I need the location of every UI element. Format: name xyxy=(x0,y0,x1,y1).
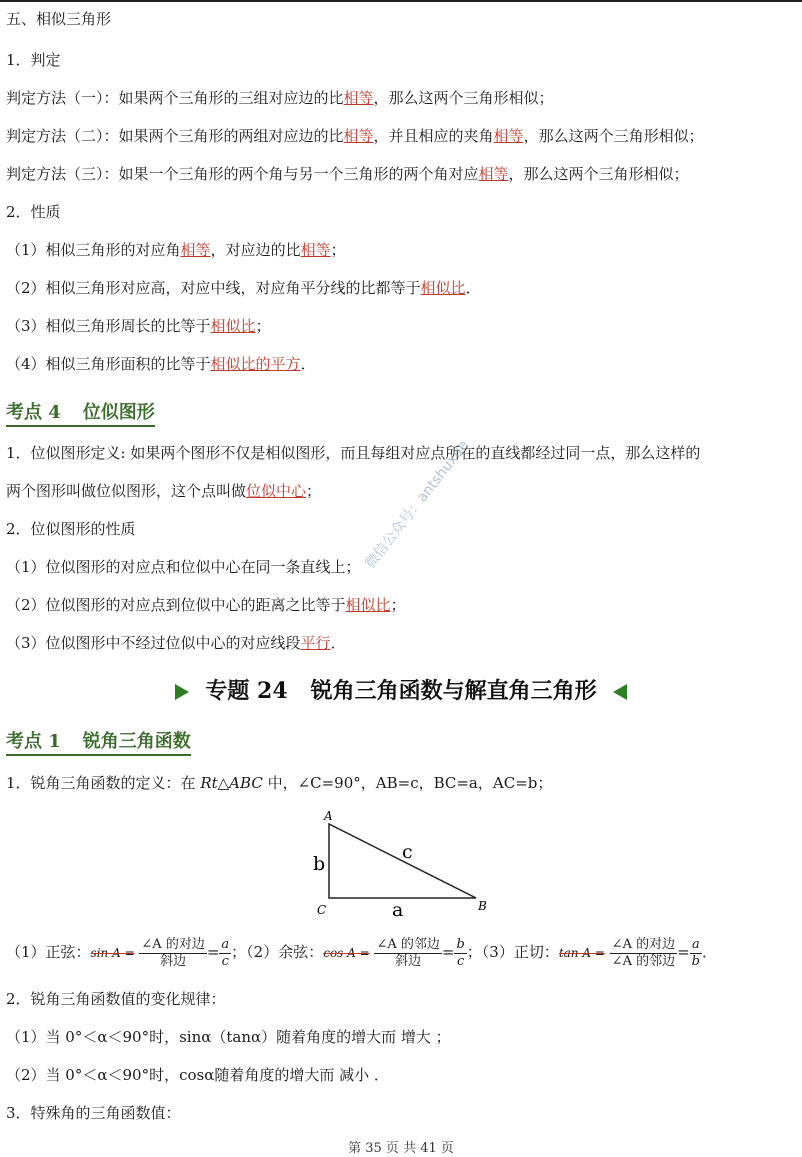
answer-blank: 位似中心 xyxy=(246,482,307,500)
judge-method-1: 判定方法（一）：如果两个三角形的三组对应边的比相等，那么这两个三角形相似； xyxy=(6,89,554,107)
section-title: 五、相似三角形 xyxy=(6,10,112,28)
homothety-property-2: （2）位似图形的对应点到位似中心的距离之比等于相似比； xyxy=(6,596,406,614)
answer-blank: 相等 xyxy=(493,127,524,145)
answer-blank: 相似比 xyxy=(420,279,466,297)
property-2: （2）相似三角形对应高，对应中线，对应角平分线的比都等于相似比． xyxy=(6,279,481,297)
answer-blank: 相等 xyxy=(343,89,374,107)
homothety-property-heading: 2．位似图形的性质 xyxy=(6,520,136,538)
answer-blank: 平行 xyxy=(300,634,331,652)
vertex-c-label: C xyxy=(317,903,327,917)
special-angles-heading: 3．特殊角的三角函数值： xyxy=(6,1104,181,1122)
homothety-property-1: （1）位似图形的对应点和位似中心在同一条直线上； xyxy=(6,558,361,576)
judge-method-3: 判定方法（三）：如果一个三角形的两个角与另一个三角形的两个角对应相等，那么这两个三角形相似； xyxy=(6,165,689,183)
arrow-left-icon xyxy=(613,684,627,700)
variation-rule-1: （1）当 0°＜α＜90°时，sinα（tanα）随着角度的增大而 增大 ； xyxy=(6,1028,451,1046)
kaodian-1-heading: 考点 1 锐角三角函数 xyxy=(6,727,191,756)
homothety-definition-line1: 1．位似图形定义: 如果两个图形不仅是相似图形，而且每组对应点所在的直线都经过同一点，那么这样的 xyxy=(6,444,701,462)
trig-formulas: （1）正弦：sin A = $\frac{\text{∠A 的对边}}{\text{斜边}}$ = $\frac{a}{c}$ ；（2）余弦：cos A = $\frac{\text{∠A 的邻边}}{\text{斜边}}$ = $\frac{b}{c}$ ；（3）正切：tan A = $\frac{\text{∠A 的对边}}{\text{∠A 的邻边}}$ = $\frac{a}{b}$ ． xyxy=(6,936,718,969)
homothety-property-3: （3）位似图形中不经过位似中心的对应线段平行． xyxy=(6,634,346,652)
variation-rule-2: （2）当 0°＜α＜90°时，cosα随着角度的增大而 减小 ． xyxy=(6,1066,389,1084)
side-b-label: b xyxy=(313,853,326,875)
answer-blank: 相等 xyxy=(300,241,331,259)
page-footer: 第 35 页 共 41 页 xyxy=(348,1141,454,1156)
watermark: 微信公众号：antshuxue xyxy=(362,437,473,572)
cosine-fraction: $\frac{\text{∠A 的邻边}}{\text{斜边}}$ xyxy=(376,936,440,969)
trig-definition: 1．锐角三角函数的定义：在 Rt△ABC 中，∠C=90°，AB=c，BC=a，AC=b； xyxy=(6,774,553,792)
property-1: （1）相似三角形的对应角相等，对应边的比相等； xyxy=(6,241,346,259)
vertex-a-label: A xyxy=(324,809,333,823)
judge-heading: 1．判定 xyxy=(6,51,61,69)
property-3: （3）相似三角形周长的比等于相似比； xyxy=(6,317,271,335)
judge-method-2: 判定方法（二）：如果两个三角形的两组对应边的比相等，并且相应的夹角相等，那么这两个三角形相似； xyxy=(6,127,704,145)
answer-blank: 相等 xyxy=(343,127,374,145)
kaodian-4-heading: 考点 4 位似图形 xyxy=(6,398,155,427)
property-4: （4）相似三角形面积的比等于相似比的平方． xyxy=(6,355,316,373)
arrow-right-icon xyxy=(175,684,189,700)
property-heading: 2．性质 xyxy=(6,203,61,221)
side-c-label: c xyxy=(402,841,413,863)
homothety-definition-line2: 两个图形叫做位似图形，这个点叫做位似中心； xyxy=(6,482,322,500)
top-rule xyxy=(0,0,802,2)
answer-blank: 相等 xyxy=(180,241,211,259)
tangent-fraction: $\frac{\text{∠A 的对边}}{\text{∠A 的邻边}}$ xyxy=(611,936,676,969)
sine-fraction: $\frac{\text{∠A 的对边}}{\text{斜边}}$ xyxy=(141,936,205,969)
variation-rule-heading: 2．锐角三角函数值的变化规律： xyxy=(6,990,226,1008)
answer-blank: 相似比 xyxy=(345,596,391,614)
answer-blank: 相等 xyxy=(478,165,509,183)
answer-blank: 相似比 xyxy=(210,317,256,335)
answer-blank: 相似比的平方 xyxy=(210,355,301,373)
topic-title: 专题 24 锐角三角函数与解直角三角形 xyxy=(0,674,802,705)
vertex-b-label: B xyxy=(478,899,487,913)
side-a-label: a xyxy=(392,899,404,920)
right-triangle-figure xyxy=(300,806,500,920)
